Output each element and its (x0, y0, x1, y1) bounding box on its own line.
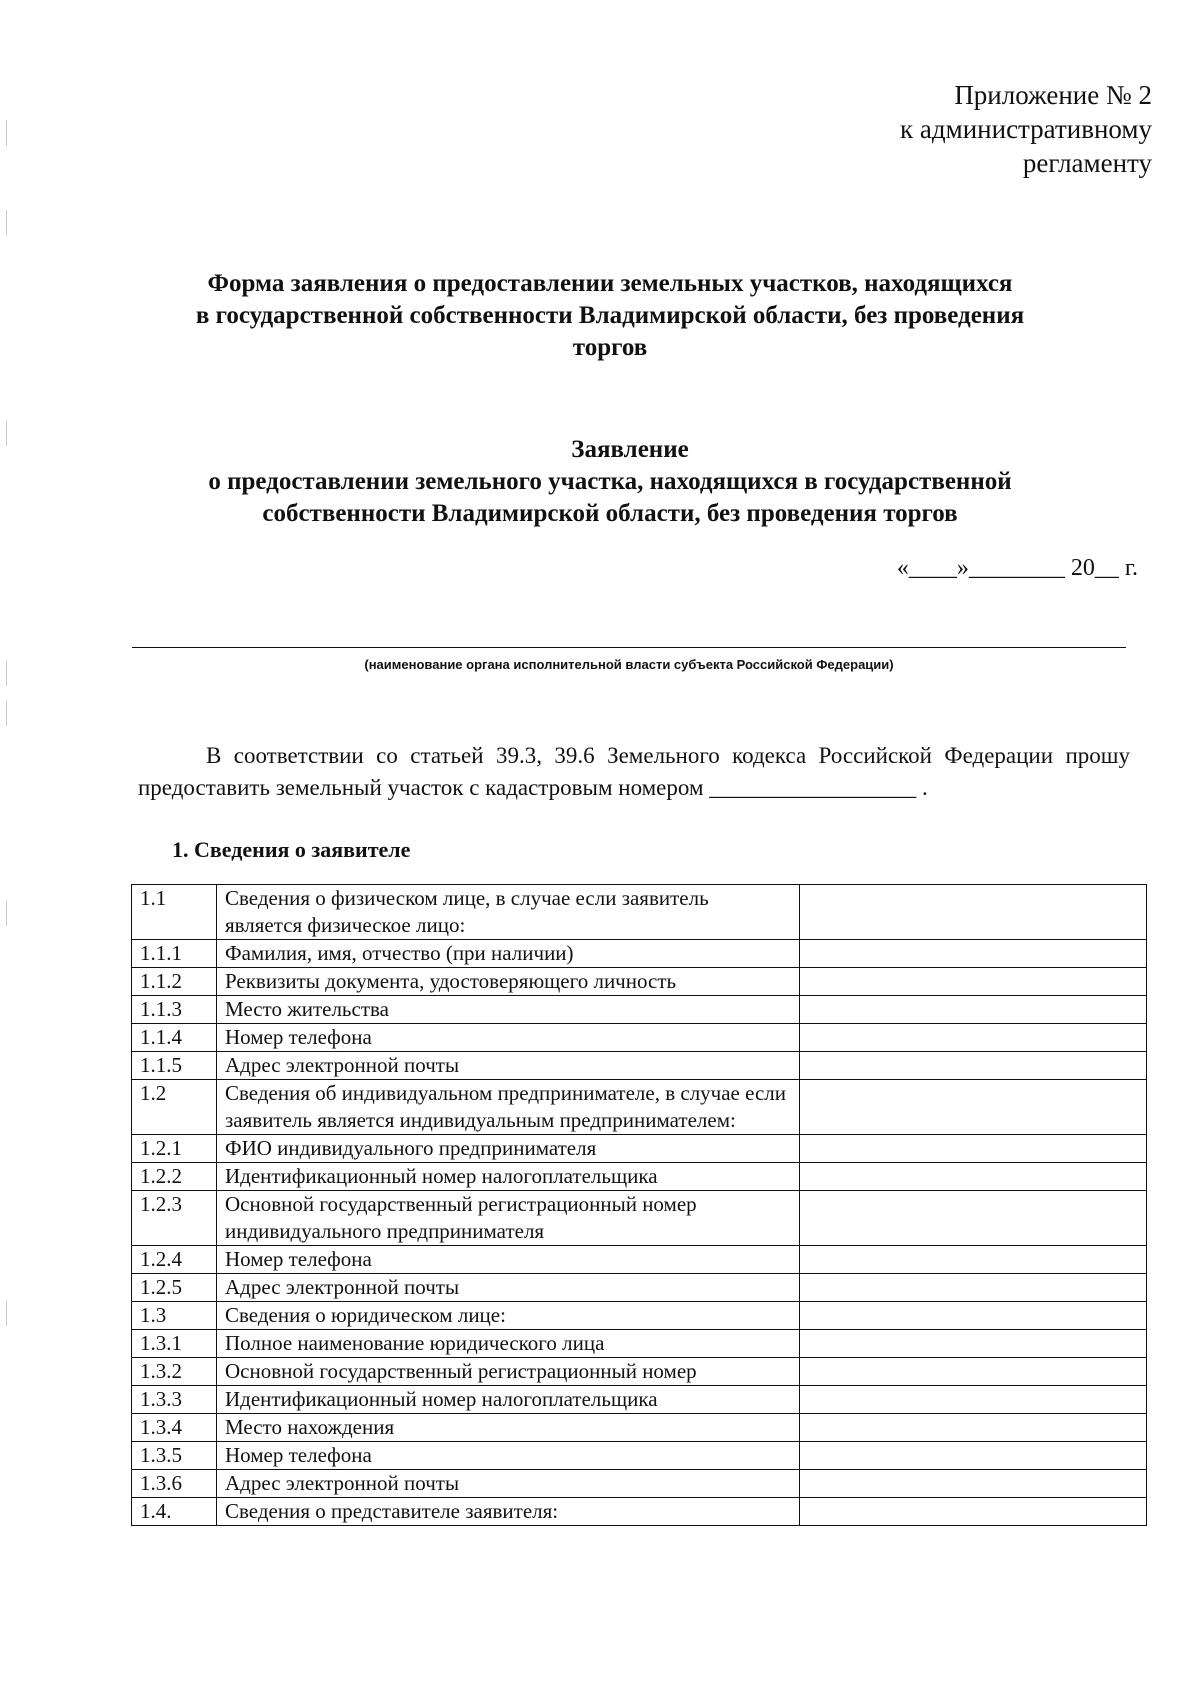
applicant-info-table (131, 884, 1147, 1526)
row-label: Фамилия, имя, отчество (при наличии) (217, 940, 800, 968)
row-number: 1.3.1 (132, 1330, 217, 1358)
table-row (132, 1302, 1147, 1330)
row-number: 1.2.5 (132, 1274, 217, 1302)
row-value-field[interactable] (800, 996, 1147, 1024)
row-label: Адрес электронной почты (217, 1052, 800, 1080)
section-applicant-heading: 1. Сведения о заявителе (172, 837, 411, 862)
row-value-field[interactable] (800, 940, 1147, 968)
row-number: 1.1.5 (132, 1052, 217, 1080)
scan-margin-marks (6, 0, 10, 1696)
row-value-field[interactable] (800, 968, 1147, 996)
row-value-field[interactable] (800, 1330, 1147, 1358)
row-number: 1.2 (132, 1080, 217, 1135)
row-label: Основной государственный регистрационный номер индивидуального предпринимателя (217, 1191, 800, 1246)
row-label: Идентификационный номер налогоплательщика (217, 1163, 800, 1191)
row-label: Сведения о юридическом лице: (217, 1302, 800, 1330)
row-label: Номер телефона (217, 1024, 800, 1052)
row-value-field[interactable] (800, 1246, 1147, 1274)
row-value-field[interactable] (800, 1135, 1147, 1163)
row-number: 1.2.4 (132, 1246, 217, 1274)
row-number: 1.3.5 (132, 1442, 217, 1470)
statement-title: Заявление (571, 436, 689, 463)
table-row (132, 1330, 1147, 1358)
row-label: Идентификационный номер налогоплательщика (217, 1386, 800, 1414)
row-label: Номер телефона (217, 1442, 800, 1470)
row-label: Сведения о физическом лице, в случае если заявитель является физическое лицо: (217, 885, 800, 940)
row-label: Номер телефона (217, 1246, 800, 1274)
table-row (132, 1442, 1147, 1470)
row-label: Место жительства (217, 996, 800, 1024)
row-number: 1.1.4 (132, 1024, 217, 1052)
form-title-line3: торгов (572, 334, 648, 361)
table-row (132, 1163, 1147, 1191)
table-row (132, 1470, 1147, 1498)
row-number: 1.2.2 (132, 1163, 217, 1191)
appendix-target-line1: к административному (900, 114, 1152, 144)
appendix-target-line2: регламенту (1022, 148, 1152, 178)
appendix-reference (732, 78, 1152, 180)
row-value-field[interactable] (800, 1024, 1147, 1052)
row-number: 1.3 (132, 1302, 217, 1330)
row-label: Реквизиты документа, удостоверяющего личность (217, 968, 800, 996)
row-value-field[interactable] (800, 1498, 1147, 1526)
table-row (132, 1414, 1147, 1442)
table-row (132, 1274, 1147, 1302)
row-label: Полное наименование юридического лица (217, 1330, 800, 1358)
row-value-field[interactable] (800, 1386, 1147, 1414)
row-value-field[interactable] (800, 1470, 1147, 1498)
row-number: 1.1.1 (132, 940, 217, 968)
row-value-field[interactable] (800, 1358, 1147, 1386)
row-number: 1.3.6 (132, 1470, 217, 1498)
table-row (132, 1498, 1147, 1526)
row-number: 1.3.4 (132, 1414, 217, 1442)
row-label: Основной государственный регистрационный номер (217, 1358, 800, 1386)
table-row (132, 1246, 1147, 1274)
table-row (132, 1135, 1147, 1163)
table-row (132, 1080, 1147, 1135)
appendix-number: Приложение № 2 (954, 80, 1152, 110)
authority-name-field[interactable] (132, 647, 1126, 648)
row-value-field[interactable] (800, 1302, 1147, 1330)
row-label: Адрес электронной почты (217, 1470, 800, 1498)
table-row (132, 1386, 1147, 1414)
row-value-field[interactable] (800, 1191, 1147, 1246)
row-number: 1.1.2 (132, 968, 217, 996)
row-number: 1.1.3 (132, 996, 217, 1024)
row-number: 1.3.2 (132, 1358, 217, 1386)
table-row (132, 968, 1147, 996)
table-row (132, 1052, 1147, 1080)
table-row (132, 996, 1147, 1024)
row-label: Сведения о представителе заявителя: (217, 1498, 800, 1526)
table-row (132, 1024, 1147, 1052)
row-value-field[interactable] (800, 1442, 1147, 1470)
statement-subtitle-line2: собственности Владимирской области, без проведения торгов (262, 500, 958, 527)
statement-subtitle-line1: о предоставлении земельного участка, находящихся в государственной (208, 468, 1012, 495)
table-row (132, 940, 1147, 968)
row-label: Место нахождения (217, 1414, 800, 1442)
row-value-field[interactable] (800, 885, 1147, 940)
form-title-line1: Форма заявления о предоставлении земельных участков, находящихся (207, 270, 1013, 297)
form-title (140, 268, 1080, 364)
row-value-field[interactable] (800, 1163, 1147, 1191)
row-label: Адрес электронной почты (217, 1274, 800, 1302)
form-title-line2: в государственной собственности Владимирской области, без проведения (195, 302, 1025, 329)
row-number: 1.4. (132, 1498, 217, 1526)
row-value-field[interactable] (800, 1080, 1147, 1135)
statement-heading (140, 434, 1080, 530)
row-number: 1.2.3 (132, 1191, 217, 1246)
row-number: 1.1 (132, 885, 217, 940)
row-label: Сведения об индивидуальном предпринимателе, в случае если заявитель является индивидуальным предпринимателем: (217, 1080, 800, 1135)
row-value-field[interactable] (800, 1414, 1147, 1442)
authority-caption: (наименование органа исполнительной власти субъекта Российской Федерации) (364, 657, 894, 672)
row-number: 1.3.3 (132, 1386, 217, 1414)
table-row (132, 885, 1147, 940)
row-value-field[interactable] (800, 1274, 1147, 1302)
table-row (132, 1191, 1147, 1246)
row-number: 1.2.1 (132, 1135, 217, 1163)
table-row (132, 1358, 1147, 1386)
request-paragraph: В соответствии со статьей 39.3, 39.6 Земельного кодекса Российской Федерации прошу предоставить земельный участок с кадастровым номером __________________ . (138, 743, 1130, 800)
date-field[interactable]: «____»________ 20__ г. (896, 555, 1138, 581)
row-value-field[interactable] (800, 1052, 1147, 1080)
row-label: ФИО индивидуального предпринимателя (217, 1135, 800, 1163)
